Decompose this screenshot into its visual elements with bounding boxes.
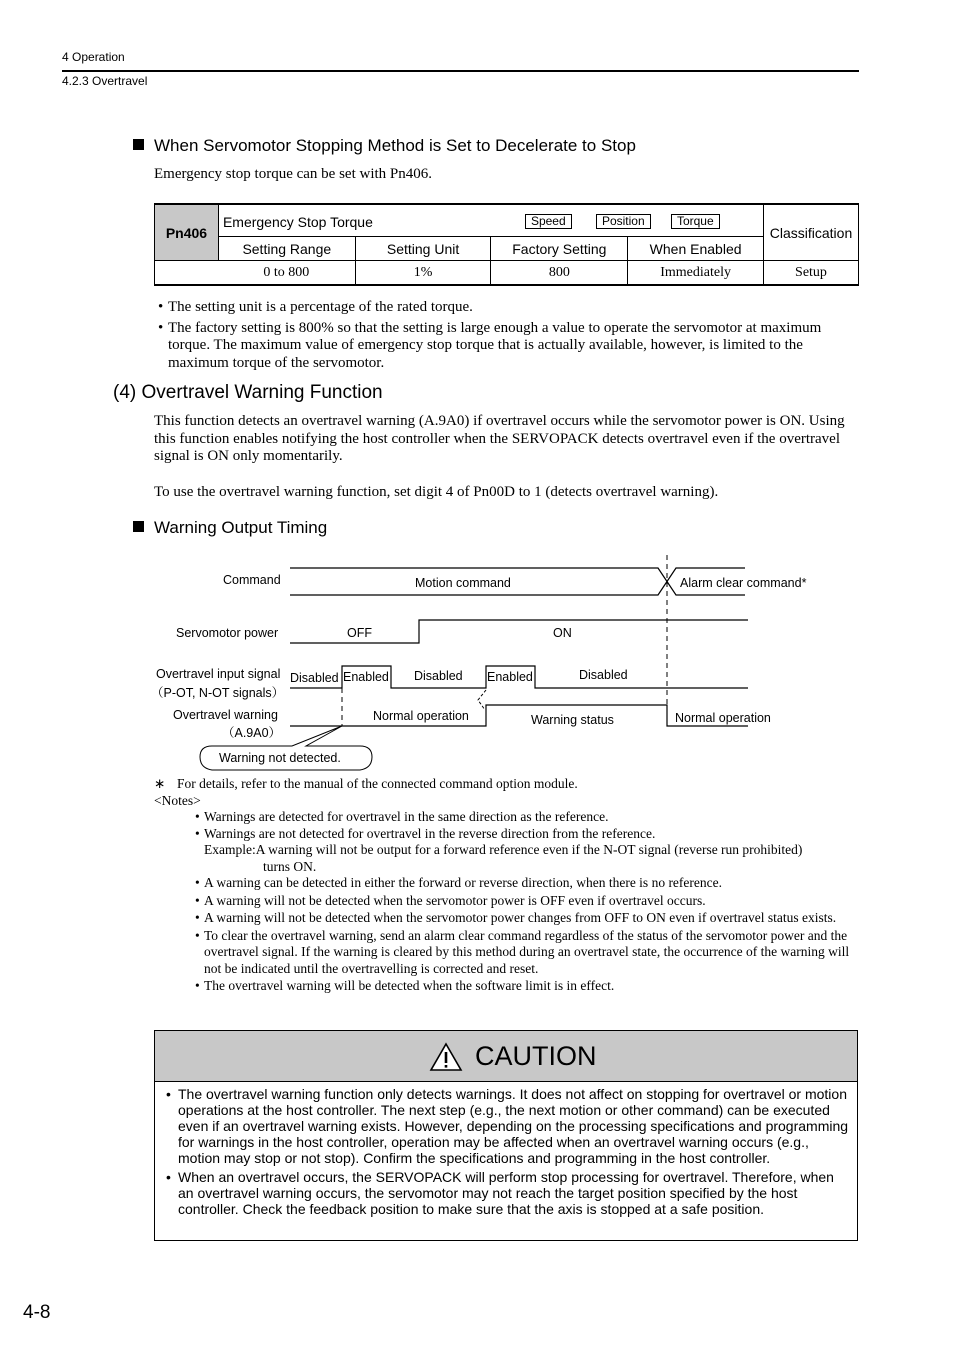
note-item: • Warnings are not detected for overtravel in the reverse direction from the reference. <box>195 826 860 843</box>
note-example-line-1: Example:A warning will not be output for a forward reference even if the N-OT signal (reverse run prohibited) <box>204 842 803 857</box>
row-label-ot-input-2: （P-OT, N-OT signals） <box>151 686 285 700</box>
note-item: • A warning will not be detected when the servomotor power is OFF even if overtravel occurs. <box>195 893 860 910</box>
note-item: • A warning will not be detected when the servomotor power changes from OFF to ON even if overtravel status exists. <box>195 910 860 927</box>
bullet-square-icon <box>133 139 144 150</box>
overtravel-para-2: To use the overtravel warning function, set digit 4 of Pn00D to 1 (detects overtravel warning). <box>154 484 719 500</box>
timing-heading <box>133 518 327 538</box>
tag-position: Position <box>596 214 651 229</box>
header-chapter: 4 Operation <box>62 50 125 64</box>
ot-disabled-1: Disabled <box>290 671 339 685</box>
caution-box <box>154 1030 858 1241</box>
row-label-ot-warning-1: Overtravel warning <box>173 708 278 722</box>
decel-heading-text: When Servomotor Stopping Method is Set to Decelerate to Stop <box>154 136 636 155</box>
row-label-servo-power: Servomotor power <box>176 626 279 640</box>
col-setting-range: Setting Range <box>218 237 355 261</box>
caution-item: • When an overtravel occurs, the SERVOPACK will perform stop processing for overtravel. Therefore, when an overtravel warning occurs, the servomotor may not reach the target position specified by the host controller. Check the feedback position to make sure that the axis is stopped at a safe position. <box>163 1169 853 1217</box>
bullet-square-icon <box>133 521 144 532</box>
val-when-enabled: Immediately <box>628 261 764 286</box>
note-item: • Warnings are detected for overtravel in the same direction as the reference. <box>195 809 860 826</box>
alarm-clear-label: Alarm clear command* <box>680 576 807 590</box>
callout-text: Warning not detected. <box>219 751 341 765</box>
param-note-item: • The setting unit is a percentage of the rated torque. <box>158 299 858 317</box>
val-setting-range-text: 0 to 800 <box>263 264 310 280</box>
parameter-table <box>154 203 859 286</box>
dashed-arrow <box>478 690 486 710</box>
tag-speed: Speed <box>525 214 572 229</box>
val-factory-setting: 800 <box>491 261 628 286</box>
normal-operation-2: Normal operation <box>675 711 771 725</box>
val-setting-range <box>155 261 356 286</box>
row-label-ot-warning-2: （A.9A0） <box>222 726 282 740</box>
overtravel-para-1: This function detects an overtravel warning (A.9A0) if overtravel occurs while the servomotor power is ON. Using this function enables notifying the host controller when the SERVOPACK detects overtravel even if the overtravel signal is ON only momentarily. <box>154 413 845 464</box>
command-waveform-bottom <box>290 568 745 595</box>
ot-disabled-3: Disabled <box>579 668 628 682</box>
param-notes <box>158 299 858 372</box>
note-item: • To clear the overtravel warning, send an alarm clear command regardless of the status of the servomotor power and the overtravel signal. If the warning is cleared by this method during an overtravel state, the occurrence of the warning will not be indicated until the overtravelling is corrected and reset. <box>195 928 860 978</box>
power-on-label: ON <box>553 626 572 640</box>
note-example-line-2: turns ON. <box>263 858 317 874</box>
header-section: 4.2.3 Overtravel <box>62 74 148 88</box>
note-item: • A warning can be detected in either the forward or reverse direction, when there is no reference. <box>195 875 860 892</box>
caution-header <box>155 1031 857 1082</box>
normal-operation-1: Normal operation <box>373 709 469 723</box>
param-name: Emergency Stop Torque <box>222 214 373 230</box>
overtravel-warning-heading: (4) Overtravel Warning Function <box>113 382 383 403</box>
col-setting-unit: Setting Unit <box>355 237 491 261</box>
ot-disabled-2: Disabled <box>414 669 463 683</box>
val-classification: Setup <box>764 261 859 286</box>
caution-item: • The overtravel warning function only detects warnings. It does not affect on stopping for overtravel or motion operations at the host controller. The next step (e.g., the next motion or other command) can be executed even if an overtravel warning exists. However, depending on the processing specifications and programming for warnings in the host controller, operation may be affected when an overtravel warning occurs (e.g., motion may stop or not stop). Confirm the specifications and programming in the host controller. <box>163 1086 853 1166</box>
power-off-label: OFF <box>347 626 372 640</box>
param-note-item: • The factory setting is 800% so that the setting is large enough a value to operate the servomotor at maximum torque. The maximum value of emergency stop torque that is actually available, however, is limited to the maximum torque of the servomotor. <box>158 320 858 373</box>
val-setting-unit: 1% <box>355 261 491 286</box>
timing-heading-text: Warning Output Timing <box>154 518 328 537</box>
param-number: Pn406 <box>155 204 219 261</box>
notes-list <box>195 809 860 995</box>
notes-title: <Notes> <box>154 793 201 808</box>
caution-list <box>163 1086 853 1220</box>
decel-heading <box>133 136 636 156</box>
header-rule <box>62 70 859 72</box>
col-factory-setting: Factory Setting <box>491 237 628 261</box>
ot-enabled-2: Enabled <box>487 670 533 684</box>
row-label-command: Command <box>223 573 281 587</box>
classification-header: Classification <box>764 204 859 261</box>
command-waveform-top <box>290 568 745 595</box>
note-item: • The overtravel warning will be detected when the software limit is in effect. <box>195 978 860 995</box>
warning-status-label: Warning status <box>531 713 614 727</box>
caution-title: CAUTION <box>475 1041 597 1071</box>
tag-torque: Torque <box>671 214 720 229</box>
warning-triangle-icon <box>429 1042 463 1072</box>
col-when-enabled: When Enabled <box>628 237 764 261</box>
footnote-mark: ∗ <box>154 776 166 791</box>
ot-enabled-1: Enabled <box>343 670 389 684</box>
footnote-text: For details, refer to the manual of the connected command option module. <box>177 776 578 791</box>
decel-intro: Emergency stop torque can be set with Pn406. <box>154 166 432 182</box>
page-number: 4-8 <box>23 1302 51 1323</box>
row-label-ot-input-1: Overtravel input signal <box>156 667 281 681</box>
param-name-cell <box>218 204 763 237</box>
motion-command-label: Motion command <box>415 576 511 590</box>
